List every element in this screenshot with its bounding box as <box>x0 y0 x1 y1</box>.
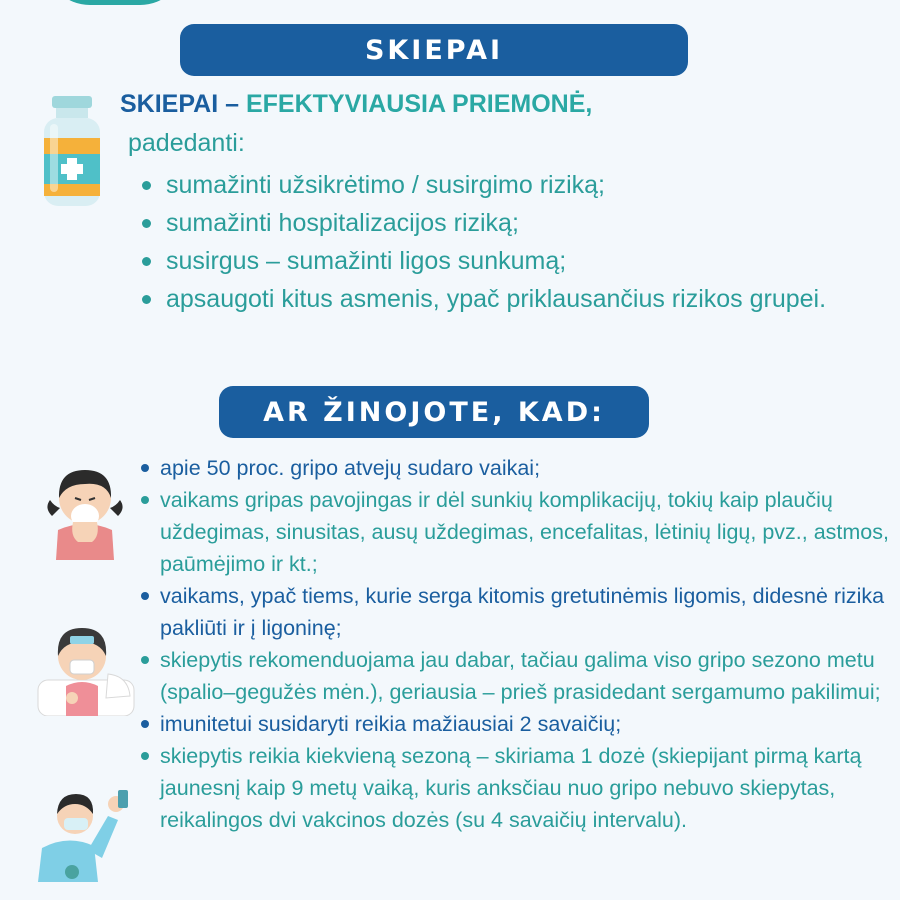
list-item: susirgus – sumažinti ligos sunkumą; <box>166 242 900 280</box>
list-item: sumažinti hospitalizacijos riziką; <box>166 204 900 242</box>
skiepai-banner: SKIEPAI <box>180 24 688 76</box>
list-item: vaikams gripas pavojingas ir dėl sunkių komplikacijų, tokių kaip plaučių uždegimas, sinusitas, ausų uždegimas, encefalitas, lėtinių ligų, pvz., astmos, paūmėjimo ir kt.; <box>160 484 900 580</box>
top-decor-arc <box>45 0 185 5</box>
facts-list <box>130 452 900 836</box>
list-item: vaikams, ypač tiems, kurie serga kitomis gretutinėmis ligomis, didesnė rizika pakliūti ir į ligoninę; <box>160 580 900 644</box>
benefits-list <box>120 166 900 318</box>
nurse-with-vial-illustration <box>28 776 142 882</box>
headline-priemone: EFEKTYVIAUSIA PRIEMONĖ, <box>239 90 593 118</box>
sneezing-girl-illustration <box>40 458 130 560</box>
vaccine-vial-icon <box>40 94 104 210</box>
sick-girl-in-bed-illustration <box>36 616 136 716</box>
ar-zinojote-banner: AR ŽINOJOTE, KAD: <box>219 386 649 438</box>
list-item: skiepytis rekomenduojama jau dabar, tačiau galima viso gripo sezono metu (spalio–gegužės mėn.), geriausia – prieš prasidedant sergamumo pakilimui; <box>160 644 900 708</box>
list-item: apie 50 proc. gripo atvejų sudaro vaikai; <box>160 452 900 484</box>
section1-subline: padedanti: <box>128 129 245 157</box>
list-item: sumažinti užsikrėtimo / susirgimo riziką; <box>166 166 900 204</box>
list-item: imunitetui susidaryti reikia mažiausiai 2 savaičių; <box>160 708 900 740</box>
section1-headline <box>120 90 592 119</box>
headline-skiepai: SKIEPAI – <box>120 90 240 118</box>
list-item: skiepytis reikia kiekvieną sezoną – skiriama 1 dozė (skiepijant pirmą kartą jaunesnį kaip 9 metų vaiką, kuris anksčiau nuo gripo nebuvo skiepytas, reikalingos dvi vakcinos dozės (su 4 savaičių intervalu). <box>160 740 900 836</box>
list-item: apsaugoti kitus asmenis, ypač priklausančius rizikos grupei. <box>166 280 900 318</box>
